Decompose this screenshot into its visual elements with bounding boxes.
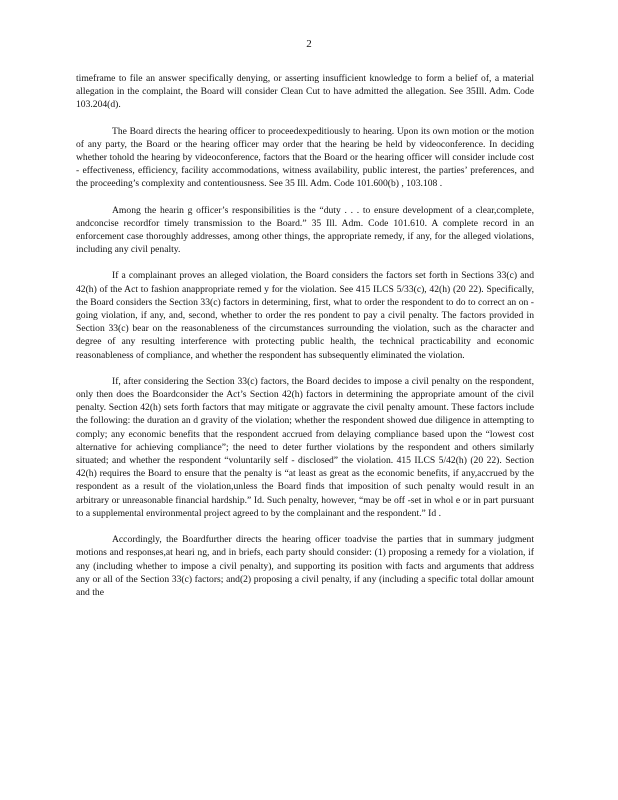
paragraph-3: Among the hearin g officer’s responsibilities is the “duty . . . to ensure development of a clear,complete, andconcise recordfor timely transmission to the Board.” 35 Ill. Adm. Code 101.610. A complete record in an enforcement case thoroughly addresses, among other things, the appropriate remedy, if any, for the alleged violations, including any civil penalty. — [76, 204, 534, 256]
body-text — [76, 72, 534, 612]
page-number: 2 — [306, 38, 312, 50]
paragraph-2: The Board directs the hearing officer to proceedexpeditiously to hearing. Upon its own motion or the motion of any party, the Board or the hearing officer may order that the hearing be held by videoconference. In deciding whether tohold the hearing by videoconference, factors that the Board or the hearing officer will consider include cost - effectiveness, efficiency, facility accommodations, witness availability, public interest, the parties’ preferences, and the proceeding’s complexity and contentiousness. See 35 Ill. Adm. Code 101.600(b) , 103.108 . — [76, 125, 534, 190]
paragraph-4: If a complainant proves an alleged violation, the Board considers the factors set forth in Sections 33(c) and 42(h) of the Act to fashion anappropriate remed y for the violation. See 415 ILCS 5/33(c), 42(h) (20 22). Specifically, the Board considers the Section 33(c) factors in determining, first, what to order the respondent to do to correct an on - going violation, if any, and, second, whether to order the res pondent to pay a civil penalty. The factors provided in Section 33(c) bear on the reasonableness of the circumstances surrounding the violation, such as the character and degree of any resulting interference with protecting public health, the technical practicability and economic reasonableness of compliance, and whether the respondent has subsequently eliminated the violation. — [76, 270, 534, 361]
paragraph-5: If, after considering the Section 33(c) factors, the Board decides to impose a civil penalty on the respondent, only then does the Boardconsider the Act’s Section 42(h) factors in determining the appropriate amount of the civil penalty. Section 42(h) sets forth factors that may mitigate or aggravate the civil penalty amount. These factors include the following: the duration an d gravity of the violation; whether the respondent showed due diligence in attempting to comply; any economic benefits that the respondent accrued from delaying compliance based upon the “lowest cost alternative for achieving compliance”; the need to deter further violations by the respondent and others similarly situated; and whether the respondent “voluntarily self - disclosed” the violation. 415 ILCS 5/42(h) (20 22). Section 42(h) requires the Board to ensure that the penalty is “at least as great as the economic benefits, if any,accrued by the respondent as a result of the violation,unless the Board finds that imposition of such penalty would result in an arbitrary or unreasonable financial hardship.” Id. Such penalty, however, “may be off -set in whol e or in part pursuant to a supplemental environmental project agreed to by the complainant and the respondent.” Id . — [76, 375, 534, 519]
paragraph-1: timeframe to file an answer specifically denying, or asserting insufficient knowledge to form a belief of, a material allegation in the complaint, the Board will consider Clean Cut to have admitted the allegation. See 35Ill. Adm. Code 103.204(d). — [76, 73, 534, 111]
paragraph-6: Accordingly, the Boardfurther directs the hearing officer toadvise the parties that in summary judgment motions and responses,at heari ng, and in briefs, each party should consider: (1) proposing a remedy for a violation, if any (including whether to impose a civil penalty), and supporting its position with facts and arguments that address any or all of the Section 33(c) factors; and(2) proposing a civil penalty, if any (including a specific total dollar amount and the — [76, 534, 534, 598]
